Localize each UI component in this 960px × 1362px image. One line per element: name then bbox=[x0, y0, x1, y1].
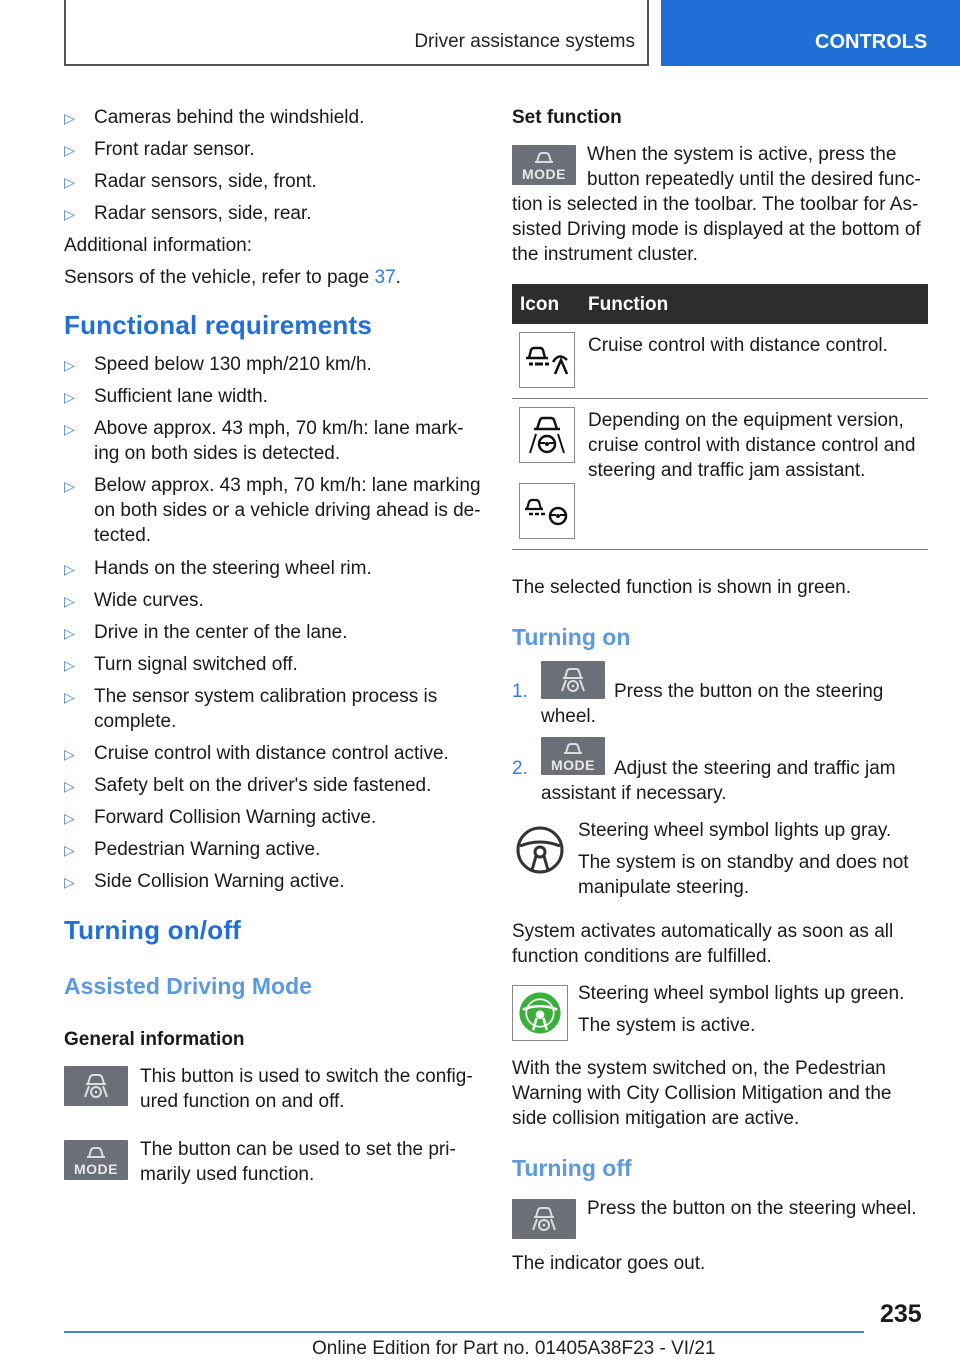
step-2-text-a: Adjust the steering and traffic jam bbox=[614, 758, 896, 779]
list-item: ▷ Speed below 130 mph/210 km/h. bbox=[64, 352, 484, 378]
list-item: ▷ The sensor system calibration process is complete. bbox=[64, 686, 438, 732]
bullet-triangle-icon: ▷ bbox=[64, 174, 75, 190]
footer-edition: Online Edition for Part no. 01405A38F23 - VI/21 bbox=[312, 1338, 716, 1359]
traffic-jam-assist-icon bbox=[519, 483, 575, 539]
list-item: ▷ Wide curves. bbox=[64, 588, 484, 614]
green-symbol-text-1: Steering wheel symbol lights up green. bbox=[578, 983, 905, 1004]
bullet-triangle-icon: ▷ bbox=[64, 746, 75, 762]
list-item: ▷ Sufficient lane width. bbox=[64, 384, 484, 410]
pedestrian-warning-text: With the system switched on, the Pedestrian Warning with City Collision Mitigation and the side collision mitigation are active. bbox=[512, 1058, 892, 1129]
page-number: 235 bbox=[880, 1300, 922, 1328]
assisted-driving-mode-heading: Assisted Driving Mode bbox=[64, 973, 312, 999]
bullet-triangle-icon: ▷ bbox=[64, 110, 75, 126]
bullet-triangle-icon: ▷ bbox=[64, 421, 75, 437]
turning-onoff-heading: Turning on/off bbox=[64, 915, 242, 945]
additional-info-label: Additional information: bbox=[64, 235, 252, 256]
bullet-triangle-icon: ▷ bbox=[64, 593, 75, 609]
list-item: ▷ Cruise control with distance control active. bbox=[64, 741, 484, 767]
cruise-distance-icon bbox=[519, 332, 575, 388]
set-function-heading: Set function bbox=[512, 107, 622, 128]
list-item: ▷ Safety belt on the driver's side fastened. bbox=[64, 773, 484, 799]
header-chapter-tab bbox=[661, 0, 960, 66]
assist-button-icon bbox=[541, 661, 605, 699]
mode-button-icon: MODE bbox=[512, 145, 576, 185]
set-function-text-rest: tion is selected in the toolbar. The toolbar for As-sisted Driving mode is displayed at the bottom of the instrument cluster. bbox=[512, 194, 921, 265]
general-info-text-1: This button is used to switch the config- ured function on and off. bbox=[140, 1066, 473, 1112]
bullet-triangle-icon: ▷ bbox=[64, 689, 75, 705]
set-function-text-top: When the system is active, press the button repeatedly until the desired func- bbox=[587, 144, 921, 190]
bullet-triangle-icon: ▷ bbox=[64, 657, 75, 673]
step-1-text-a: Press the button on the steering bbox=[614, 681, 884, 702]
list-item: ▷ Below approx. 43 mph, 70 km/h: lane marking on both sides or a vehicle driving ahead is de-tected. bbox=[64, 475, 481, 546]
bullet-triangle-icon: ▷ bbox=[64, 842, 75, 858]
general-info-text-2: The button can be used to set the pri- marily used function. bbox=[140, 1139, 456, 1185]
table-bottom-rule bbox=[512, 549, 928, 550]
bullet-triangle-icon: ▷ bbox=[64, 874, 75, 890]
bullet-triangle-icon: ▷ bbox=[64, 389, 75, 405]
green-symbol-text-2: The system is active. bbox=[578, 1015, 756, 1036]
bullet-triangle-icon: ▷ bbox=[64, 206, 75, 222]
list-item: ▷ Cameras behind the windshield. bbox=[64, 105, 364, 131]
step-2-text-b: assistant if necessary. bbox=[541, 783, 727, 804]
gray-symbol-text-1: Steering wheel symbol lights up gray. bbox=[578, 820, 892, 841]
bullet-triangle-icon: ▷ bbox=[64, 625, 75, 641]
column-header-icon: Icon bbox=[520, 294, 560, 315]
sensors-reference: Sensors of the vehicle, refer to page 37. bbox=[64, 267, 401, 288]
list-item: ▷ Above approx. 43 mph, 70 km/h: lane mark-ing on both sides is detected. bbox=[64, 418, 464, 464]
auto-activate-text: System activates automatically as soon as all function conditions are fulfilled. bbox=[512, 921, 894, 967]
steering-wheel-gray-icon bbox=[512, 822, 568, 878]
step-1-number: 1. bbox=[512, 681, 528, 702]
list-item: ▷ Forward Collision Warning active. bbox=[64, 805, 484, 831]
list-item: ▷ Drive in the center of the lane. bbox=[64, 620, 484, 646]
bullet-triangle-icon: ▷ bbox=[64, 142, 75, 158]
turning-off-heading: Turning off bbox=[512, 1155, 632, 1181]
bullet-triangle-icon: ▷ bbox=[64, 478, 75, 494]
assist-button-icon bbox=[512, 1199, 576, 1239]
list-item: ▷ Radar sensors, side, front. bbox=[64, 169, 317, 195]
turning-off-text: Press the button on the steering wheel. bbox=[587, 1198, 917, 1219]
table-row-1-function: Cruise control with distance control. bbox=[588, 335, 888, 356]
general-information-heading: General information bbox=[64, 1029, 245, 1050]
steering-wheel-green-icon bbox=[512, 985, 568, 1041]
function-table-header bbox=[512, 284, 928, 324]
mode-button-icon: MODE bbox=[541, 737, 605, 775]
header-section-box bbox=[64, 0, 649, 66]
gray-symbol-text-2: The system is on standby and does not manipulate steering. bbox=[578, 852, 909, 898]
table-row-2-function: Depending on the equipment version, cruise control with distance control and steering and traffic jam assistant. bbox=[588, 410, 916, 481]
page-link[interactable]: 37 bbox=[374, 267, 396, 288]
steering-assist-icon bbox=[519, 407, 575, 463]
functional-requirements-heading: Functional requirements bbox=[64, 310, 372, 340]
bullet-triangle-icon: ▷ bbox=[64, 778, 75, 794]
list-item: ▷ Side Collision Warning active. bbox=[64, 869, 484, 895]
step-1-text-b: wheel. bbox=[541, 706, 596, 727]
bullet-triangle-icon: ▷ bbox=[64, 561, 75, 577]
indicator-out-text: The indicator goes out. bbox=[512, 1253, 706, 1274]
footer-rule bbox=[64, 1331, 864, 1333]
turning-on-heading: Turning on bbox=[512, 624, 631, 650]
list-item: ▷ Hands on the steering wheel rim. bbox=[64, 556, 484, 582]
header-chapter-title: CONTROLS bbox=[815, 31, 928, 53]
list-item: ▷ Pedestrian Warning active. bbox=[64, 837, 484, 863]
bullet-triangle-icon: ▷ bbox=[64, 810, 75, 826]
mode-button-icon: MODE bbox=[64, 1140, 128, 1180]
header-section-title: Driver assistance systems bbox=[414, 31, 635, 52]
bullet-triangle-icon: ▷ bbox=[64, 357, 75, 373]
table-divider bbox=[512, 398, 928, 399]
column-header-function: Function bbox=[588, 294, 669, 315]
list-item: ▷ Front radar sensor. bbox=[64, 137, 255, 163]
list-item: ▷ Turn signal switched off. bbox=[64, 652, 484, 678]
selected-green-note: The selected function is shown in green. bbox=[512, 577, 852, 598]
list-item: ▷ Radar sensors, side, rear. bbox=[64, 201, 312, 227]
step-2-number: 2. bbox=[512, 758, 528, 779]
assist-button-icon bbox=[64, 1066, 128, 1106]
